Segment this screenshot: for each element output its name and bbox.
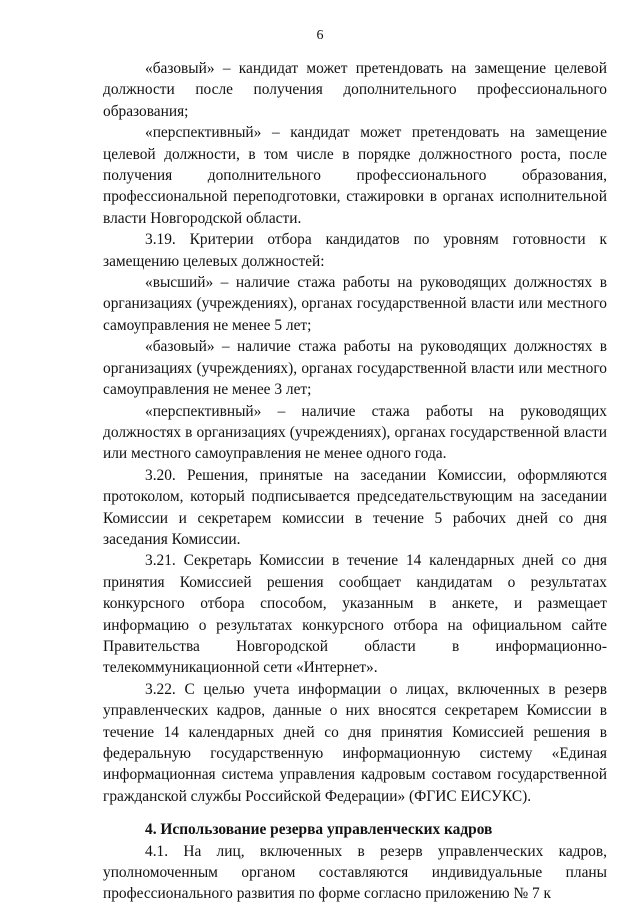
paragraph-criteria-highest: «высший» – наличие стажа работы на руководящих должностях в организациях (учреждениях), органах государственной власти или местного самоуправления не менее 5 лет; — [103, 274, 607, 334]
paragraph-prospective-level: «перспективный» – кандидат может претендовать на замещение целевой должности, в том числе в порядке должностного роста, после получения дополнительного профессионального образования, профессиональной переподготовки, стажировки в органах исполнительной власти Новгородской области. — [103, 124, 607, 227]
document-body — [103, 58, 607, 905]
paragraph-4-1: 4.1. На лиц, включенных в резерв управленческих кадров, уполномоченным органом составляются индивидуальные планы профессионального развития по форме согласно приложению № 7 к — [103, 842, 607, 903]
paragraph-3-20: 3.20. Решения, принятые на заседании Комиссии, оформляются протоколом, который подписывается председательствующим на заседании Комиссии и секретарем комиссии в течение 5 рабочих дней со дня заседания Комиссии. — [103, 466, 607, 548]
paragraph-basic-level: «базовый» – кандидат может претендовать на замещение целевой должности после получения дополнительного профессионального образования; — [103, 60, 607, 120]
page-number: 6 — [316, 28, 324, 43]
paragraph-3-22: 3.22. С целью учета информации о лицах, включенных в резерв управленческих кадров, данные о них вносятся секретарем Комиссии в течение 14 календарных дней со дня принятия Комиссией решения в федеральную государственную информационную систему «Единая информационная система управления кадровым составом государственной гражданской службы Российской Федерации» (ФГИС ЕИСУКС). — [103, 680, 607, 805]
paragraph-criteria-basic: «базовый» – наличие стажа работы на руководящих должностях в организациях (учреждениях), органах государственной власти или местного самоуправления не менее 3 лет; — [103, 338, 607, 399]
paragraph-criteria-prospective: «перспективный» – наличие стажа работы на руководящих должностях в организациях (учреждениях), органах государственной власти или местного самоуправления не менее одного года. — [103, 402, 607, 463]
paragraph-3-21: 3.21. Секретарь Комиссии в течение 14 календарных дней со дня принятия Комиссией решения сообщает кандидатам о результатах конкурсного отбора способом, указанным в анкете, и размещает информацию о результатах конкурсного отбора на официальном сайте Правительства Новгородской области в информационно-телекоммуникационной сети «Интернет». — [103, 552, 607, 677]
paragraph-3-19: 3.19. Критерии отбора кандидатов по уровням готовности к замещению целевых должностей: — [103, 231, 607, 270]
section-heading: 4. Использование резерва управленческих кадров — [145, 821, 493, 839]
